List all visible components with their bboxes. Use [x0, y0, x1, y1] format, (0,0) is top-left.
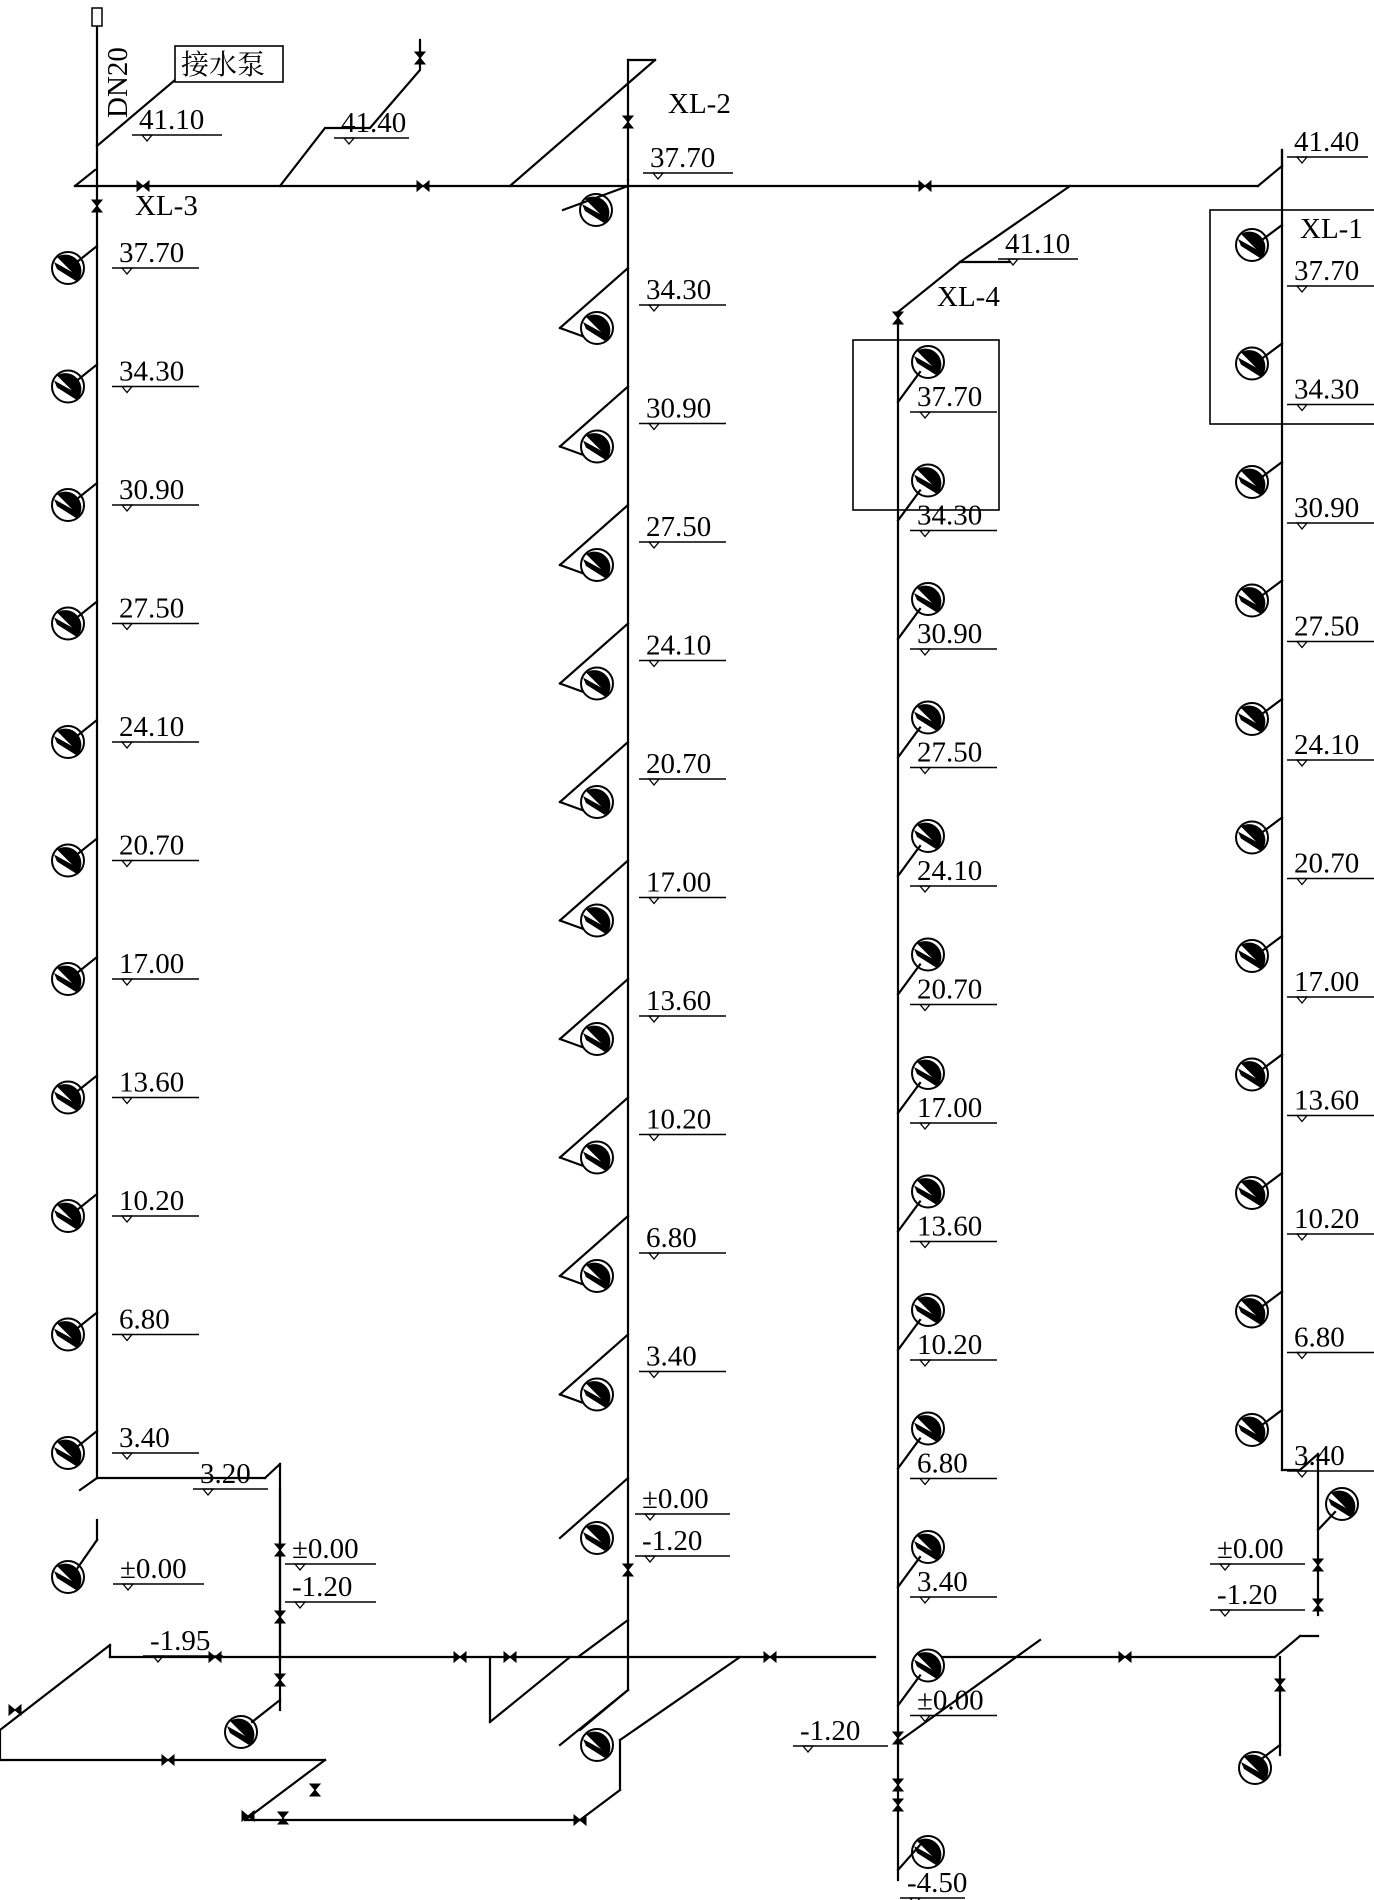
elev-xl2-4-text: 20.70: [646, 748, 712, 780]
elev-xl2-2-text: 27.50: [646, 511, 712, 543]
elev-xl4-10: [910, 1566, 997, 1603]
elev-xl4-1: [910, 500, 997, 537]
elev-xl2-4: [639, 748, 726, 785]
fixture-xl4-4: [912, 820, 944, 852]
elev-xl4-4-text: 24.10: [917, 855, 983, 887]
elev-xl1-extra0-text: ±0.00: [1217, 1533, 1284, 1565]
pipe-size-label: DN20: [102, 47, 134, 118]
fixture-xl4-7: [912, 1176, 944, 1208]
fixture-xl2-bottom: [581, 1729, 613, 1761]
fixture-xl2-5: [581, 905, 613, 937]
elev-xl1-3: [1287, 611, 1374, 648]
elev-xl2-9: [639, 1341, 726, 1378]
elev-xl3-extra3: [285, 1571, 376, 1608]
fixture-xl1-3: [1236, 585, 1268, 617]
fixture-xl4-6: [912, 1057, 944, 1089]
fixture-xl1-0: [1236, 229, 1268, 261]
elev-xl4-4: [910, 855, 997, 892]
elev-xl4-3-text: 27.50: [917, 736, 983, 769]
elev-xl4-extra0: [793, 1715, 888, 1752]
elev-xl4-8: [910, 1329, 997, 1366]
elev-xl2-7: [639, 1104, 726, 1141]
elev-xl4-7-text: 13.60: [917, 1210, 983, 1243]
elev-xl4-10-text: 3.40: [917, 1566, 968, 1598]
elev-xl3-1-text: 34.30: [119, 355, 185, 388]
elev-xl4-8-text: 10.20: [917, 1329, 983, 1361]
elev-xl2-top: [643, 142, 733, 179]
elev-xl4-extra1: [900, 1867, 967, 1900]
elev-xl1-9-text: 6.80: [1294, 1321, 1345, 1354]
elev-xl3-8: [112, 1185, 199, 1222]
fixture-xl1-bottom: [1239, 1752, 1271, 1784]
elev-xl3-extra1-text: ±0.00: [120, 1553, 187, 1585]
elev-xl2-5-text: 17.00: [646, 866, 712, 899]
riser-name-xl3: XL-3: [135, 190, 198, 222]
elev-xl1-0: [1287, 255, 1374, 292]
elev-xl4-2-text: 30.90: [917, 618, 983, 650]
elev-xl3-top: [132, 104, 222, 141]
elev-xl4-2: [910, 618, 997, 655]
fixture-xl4-1: [912, 465, 944, 497]
elev-xl4-7: [910, 1211, 997, 1248]
elev-xl4-0-text: 37.70: [917, 381, 983, 413]
labels-layer: [112, 88, 1374, 1900]
elev-xl1-6-text: 17.00: [1294, 966, 1360, 998]
elev-xl2-7-text: 10.20: [646, 1103, 712, 1136]
fixture-xl1-7: [1236, 1059, 1268, 1091]
elev-xl2-2: [639, 511, 726, 548]
riser-xl2: [623, 180, 633, 1690]
fixture-xl1-5: [1236, 822, 1268, 854]
elev-xl4-5-text: 20.70: [917, 973, 983, 1006]
elev-xl4-5: [910, 974, 997, 1011]
elev-xl3-10-text: 3.40: [119, 1422, 170, 1454]
elev-xl3-extra2: [285, 1533, 376, 1570]
elev-xl1-1-text: 34.30: [1294, 373, 1360, 406]
elev-xl1-top: [1287, 126, 1368, 163]
elev-xl1-8: [1287, 1203, 1374, 1240]
elev-xl1-3-text: 27.50: [1294, 610, 1360, 643]
elev-xl3-9-text: 6.80: [119, 1303, 170, 1336]
elev-xl1-10-text: 3.40: [1294, 1440, 1345, 1472]
elev-xl1-1: [1287, 374, 1374, 411]
elev-xl4-1-text: 34.30: [917, 499, 983, 532]
elev-xl2-6-text: 13.60: [646, 985, 712, 1017]
fixture-xl2-8: [581, 1260, 613, 1292]
fixture-xl2-0: [581, 312, 613, 344]
fixture-xl1-4: [1236, 703, 1268, 735]
fixtures-layer: [52, 80, 1358, 1870]
elev-xl4-top: [998, 228, 1078, 265]
elev-xl3-5: [112, 830, 199, 867]
elev-xl3-extra0-text: 3.20: [200, 1458, 251, 1490]
elev-xl3-7: [112, 1067, 199, 1104]
elev-xl2-roof: [334, 107, 409, 144]
fixture-xl2-3: [581, 668, 613, 700]
elev-xl4-9: [910, 1448, 997, 1485]
elev-xl4-9-text: 6.80: [917, 1447, 968, 1480]
fixture-xl1-8: [1236, 1177, 1268, 1209]
fixture-xl2-2: [581, 549, 613, 581]
fixture-xl1-10: [1236, 1414, 1268, 1446]
elev-xl2-1: [639, 393, 726, 430]
elev-xl3-3-text: 27.50: [119, 592, 185, 625]
elev-xl1-4-text: 24.10: [1294, 729, 1360, 761]
elev-xl3-4: [112, 711, 199, 748]
pump-label: 接水泵: [181, 48, 266, 81]
fixture-xl3-0: [52, 252, 84, 284]
elev-xl2-3-text: 24.10: [646, 629, 712, 662]
elev-xl4-6: [910, 1092, 997, 1129]
elev-xl3-extra2-text: ±0.00: [292, 1533, 359, 1565]
elev-xl2-6: [639, 985, 726, 1022]
elev-xl1-8-text: 10.20: [1294, 1203, 1360, 1235]
pump-label-box: [175, 46, 283, 82]
elev-xl2-extra0-text: ±0.00: [642, 1483, 709, 1515]
fixture-xl4-2: [912, 583, 944, 615]
elev-xl1-7: [1287, 1085, 1374, 1122]
elev-xl3-5-text: 20.70: [119, 829, 185, 862]
fixture-xl4-bottom: [912, 1836, 944, 1868]
elev-xl1-5: [1287, 848, 1374, 885]
elev-xl3-6-text: 17.00: [119, 948, 185, 980]
elev-xl2-0: [639, 274, 726, 311]
riser-name-xl1: XL-1: [1300, 213, 1363, 245]
elev-xl2-0-text: 34.30: [646, 274, 712, 306]
elev-xl3-2-text: 30.90: [119, 474, 185, 506]
fixture-xl4-5: [912, 939, 944, 971]
elev-xl3-0-text: 37.70: [119, 237, 185, 269]
elev-xl2-9-text: 3.40: [646, 1340, 697, 1373]
elev-xl2-extra1: [635, 1525, 730, 1562]
elev-xl4-3: [910, 737, 997, 774]
elev-xl4-top-text: 41.10: [1005, 228, 1071, 260]
fixture-xl2-7: [581, 1142, 613, 1174]
elev-xl2-8-text: 6.80: [646, 1222, 697, 1254]
fixture-xl3-2: [52, 489, 84, 521]
elev-xl1-0-text: 37.70: [1294, 255, 1360, 287]
elev-xl3-10: [112, 1422, 199, 1459]
elev-xl3-extra3-text: -1.20: [292, 1571, 353, 1603]
fixture-xl4-10: [912, 1531, 944, 1563]
fixture-xl1-2: [1236, 466, 1268, 498]
riser-xl1: [1210, 150, 1374, 1615]
fixture-xl1-6: [1236, 940, 1268, 972]
elev-xl1-2: [1287, 492, 1374, 529]
elev-xl3-6: [112, 948, 199, 985]
elev-xl1-extra0: [1210, 1533, 1305, 1570]
elev-xl4-extra0-text: -1.20: [800, 1715, 861, 1747]
elev-xl2-top-text: 37.70: [650, 142, 716, 174]
elev-xl3-extra4: [143, 1625, 223, 1662]
elev-xl1-10: [1287, 1440, 1374, 1477]
fixture-xl2-ground: [581, 1522, 613, 1554]
fixture-xl4-8: [912, 1294, 944, 1326]
elev-xl3-3: [112, 593, 199, 630]
elev-xl2-1-text: 30.90: [646, 392, 712, 425]
elev-xl1-7-text: 13.60: [1294, 1084, 1360, 1117]
elev-xl4-extra1-text: -4.50: [907, 1867, 968, 1899]
fixture-xl1-1: [1236, 348, 1268, 380]
fixture-xl3-1: [52, 371, 84, 403]
elev-xl3-0: [112, 237, 199, 274]
fixture-xl3-9: [52, 1319, 84, 1351]
fixture-xl2-6: [581, 1023, 613, 1055]
fixture-xl3-5: [52, 845, 84, 877]
elev-xl4-6-text: 17.00: [917, 1092, 983, 1124]
riser-name-xl2: XL-2: [668, 88, 731, 120]
elev-xl1-6: [1287, 966, 1374, 1003]
elev-xl3-top-text: 41.10: [139, 104, 205, 136]
fixture-xl1-9: [1236, 1296, 1268, 1328]
elev-xl3-1: [112, 356, 199, 393]
elev-xl3-extra1: [113, 1553, 204, 1590]
fixture-xl3-3: [52, 608, 84, 640]
fixture-xl3-10: [52, 1437, 84, 1469]
fixture-xl2-1: [581, 431, 613, 463]
elev-xl1-top-text: 41.40: [1294, 126, 1360, 158]
riser-name-xl4: XL-4: [937, 281, 1000, 313]
elev-xl1-4: [1287, 729, 1374, 766]
elev-xl3-7-text: 13.60: [119, 1066, 185, 1099]
fixture-xl3-6: [52, 963, 84, 995]
elev-xl1-5-text: 20.70: [1294, 847, 1360, 880]
elev-xl3-4-text: 24.10: [119, 711, 185, 743]
elev-xl1-2-text: 30.90: [1294, 492, 1360, 524]
elev-xl3-9: [112, 1304, 199, 1341]
fixture-xl4-11: [912, 1650, 944, 1682]
fixture-xl4-9: [912, 1413, 944, 1445]
elev-xl3-8-text: 10.20: [119, 1185, 185, 1217]
fixture-xl4-0: [912, 346, 944, 378]
fixture-xl3-7: [52, 1082, 84, 1114]
fixture-xl3-4: [52, 726, 84, 758]
elev-xl1-extra1: [1210, 1579, 1305, 1616]
fixture-xl2-9: [581, 1379, 613, 1411]
elev-xl3-extra4-text: -1.95: [150, 1625, 211, 1657]
elev-xl2-8: [639, 1222, 726, 1259]
elev-xl4-0: [910, 381, 997, 418]
elev-xl2-extra0: [635, 1483, 730, 1520]
fixture-xl3-8: [52, 1200, 84, 1232]
elev-xl2-5: [639, 867, 726, 904]
elev-xl3-extra0: [193, 1458, 268, 1495]
elev-xl1-extra1-text: -1.20: [1217, 1579, 1278, 1611]
fixture-xl2-4: [581, 786, 613, 818]
elev-xl4-11-text: ±0.00: [917, 1684, 984, 1717]
elev-xl1-9: [1287, 1322, 1374, 1359]
elev-xl2-extra1-text: -1.20: [642, 1525, 703, 1557]
elev-xl3-2: [112, 474, 199, 511]
elev-xl4-11: [910, 1685, 997, 1722]
fixture-xl4-3: [912, 702, 944, 734]
elev-xl2-3: [639, 630, 726, 667]
elev-xl2-roof-text: 41.40: [341, 107, 407, 139]
